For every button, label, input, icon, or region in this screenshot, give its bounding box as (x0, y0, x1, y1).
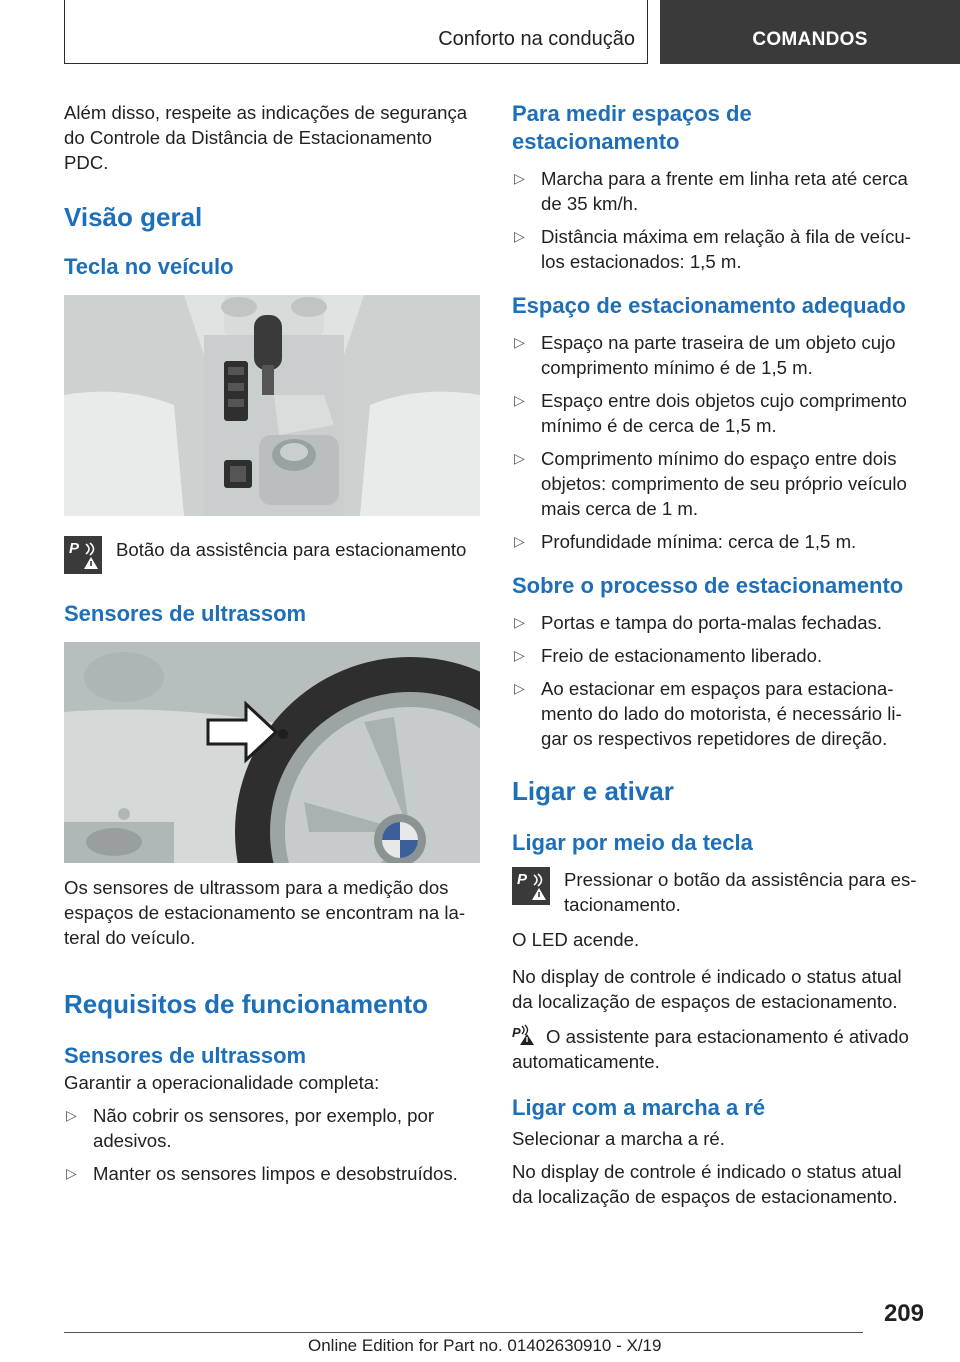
header-section-title: Conforto na condução (438, 28, 635, 50)
triangle-bullet-icon: ▷ (514, 614, 525, 630)
measure-heading: Para medir espaços de estacionamento (512, 101, 752, 154)
left-column (64, 100, 480, 1186)
list-item: ▷ Ao estacionar em espaços para estaciona-mento do lado do motorista, é necessário li-gar os respectivos repetidores de direção. (514, 678, 902, 749)
list-item: ▷ Portas e tampa do porta-malas fechadas. (514, 612, 883, 633)
by-button-text: Pressionar o botão da assistência para es-tacionamento. (564, 869, 917, 915)
reverse-heading: Ligar com a marcha a ré (512, 1095, 766, 1120)
by-button-heading: Ligar por meio da tecla (512, 830, 753, 855)
assistant-text: O assistente para estacionamento é ativado automaticamente. (512, 1026, 909, 1072)
list-item: ▷ Distância máxima em relação à fila de veícu-los estacionados: 1,5 m. (514, 226, 911, 272)
list-item: ▷ Freio de estacionamento liberado. (514, 645, 823, 666)
list-item: ▷ Comprimento mínimo do espaço entre dois objetos: comprimento de seu próprio veículo mais cerca de 1 m. (514, 448, 907, 519)
list-item: ▷ Espaço na parte traseira de um objeto cujo comprimento mínimo é de 1,5 m. (514, 332, 896, 378)
list-item: ▷ Manter os sensores limpos e desobstruídos. (66, 1163, 458, 1184)
ultrasound-sensor-image (64, 642, 480, 863)
req-sensors-text: Garantir a operacionalidade completa: (64, 1072, 380, 1093)
triangle-bullet-icon: ▷ (514, 533, 525, 549)
req-list (64, 1103, 480, 1186)
button-heading: Tecla no veículo (64, 254, 234, 279)
display-text-1: No display de controle é indicado o status atual da localização de espaços de estacionamento. (512, 966, 902, 1012)
center-console-image (64, 295, 480, 516)
process-list (512, 610, 924, 751)
list-item: ▷ Espaço entre dois objetos cujo comprimento mínimo é de cerca de 1,5 m. (514, 390, 907, 436)
by-button-row (512, 867, 924, 917)
triangle-bullet-icon: ▷ (514, 680, 525, 696)
svg-text:P: P (512, 1025, 521, 1040)
intro-paragraph: Além disso, respeite as indicações de segurança do Controle da Distância de Estacionamento PDC. (64, 102, 468, 173)
header-section-box (64, 0, 648, 64)
list-item: ▷ Profundidade mínima: cerca de 1,5 m. (514, 531, 857, 552)
reverse-text: Selecionar a marcha a ré. (512, 1128, 725, 1149)
triangle-bullet-icon: ▷ (514, 392, 525, 408)
suitable-list (512, 330, 924, 554)
page-number: 209 (883, 1300, 924, 1327)
parking-assist-button-icon: P (64, 536, 102, 574)
header-chapter-title: COMANDOS (752, 29, 868, 50)
parking-assist-button-icon: P (512, 867, 550, 905)
button-caption-row (64, 536, 480, 574)
triangle-bullet-icon: ▷ (514, 647, 525, 663)
assistant-paragraph (512, 1024, 924, 1074)
list-item: ▷ Marcha para a frente em linha reta até cerca de 35 km/h. (514, 168, 908, 214)
list-item: ▷ Não cobrir os sensores, por exemplo, por adesivos. (66, 1105, 435, 1151)
footer-divider (64, 1332, 863, 1333)
process-heading: Sobre o processo de estacionamento (512, 573, 904, 598)
footer-edition: Online Edition for Part no. 01402630910 - X/19 (308, 1336, 662, 1355)
triangle-bullet-icon: ▷ (66, 1165, 77, 1181)
triangle-bullet-icon: ▷ (514, 228, 525, 244)
parking-assist-symbol-icon (512, 1024, 538, 1046)
sensors-heading: Sensores de ultrassom (64, 601, 307, 626)
triangle-bullet-icon: ▷ (514, 334, 525, 350)
car-side-illustration (64, 642, 480, 863)
activate-heading: Ligar e ativar (512, 776, 674, 806)
overview-heading: Visão geral (64, 202, 203, 232)
req-sensors-heading: Sensores de ultrassom (64, 1043, 307, 1068)
header-chapter-tab (660, 0, 960, 64)
triangle-bullet-icon: ▷ (66, 1107, 77, 1123)
requirements-heading: Requisitos de funcionamento (64, 989, 429, 1019)
sensors-text: Os sensores de ultrassom para a medição dos espaços de estacionamento se encontram na la-teral do veículo. (64, 877, 466, 948)
right-column (512, 100, 924, 1209)
center-console-illustration (64, 295, 480, 516)
suitable-heading: Espaço de estacionamento adequado (512, 293, 906, 318)
display-text-2: No display de controle é indicado o status atual da localização de espaços de estacionamento. (512, 1161, 902, 1207)
led-text: O LED acende. (512, 929, 640, 950)
measure-list (512, 166, 924, 274)
triangle-bullet-icon: ▷ (514, 170, 525, 186)
button-caption: Botão da assistência para estacionamento (116, 539, 467, 560)
triangle-bullet-icon: ▷ (514, 450, 525, 466)
